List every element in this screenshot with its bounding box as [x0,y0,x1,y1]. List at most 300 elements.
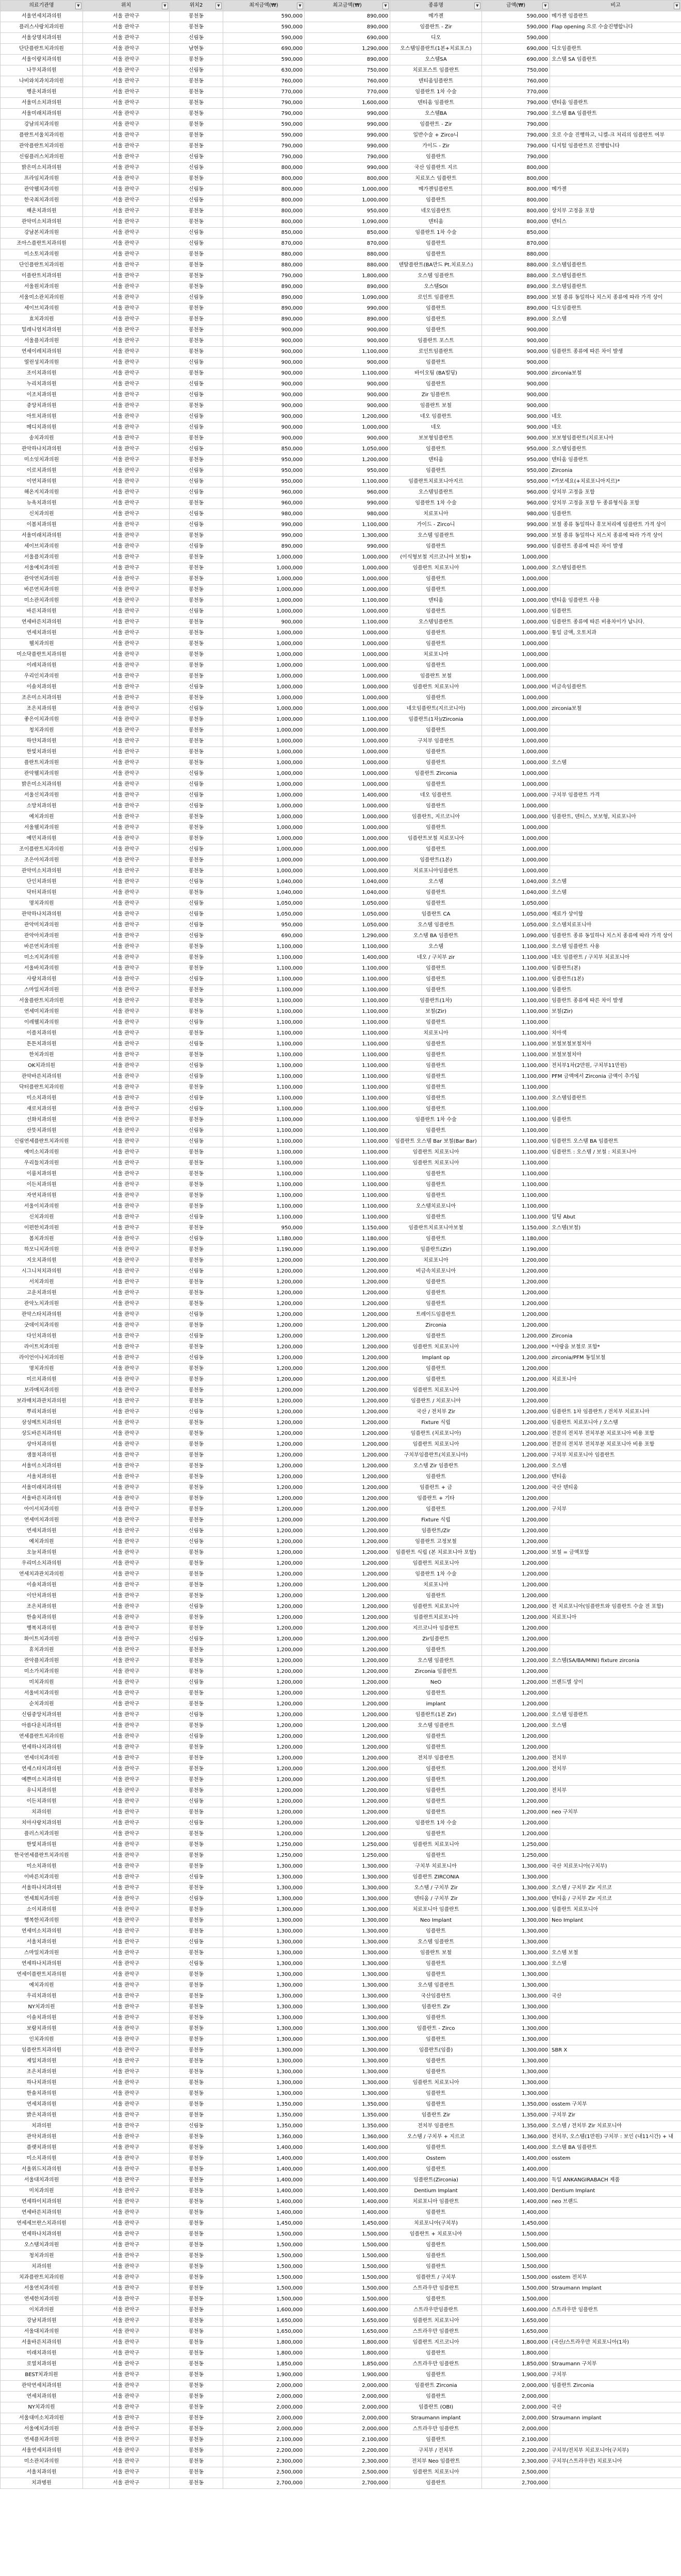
cell-max-price[interactable]: 900,000 [305,336,390,347]
cell-max-price[interactable]: 1,800,000 [305,271,390,282]
cell-price[interactable]: 1,300,000 [482,1883,550,1894]
cell-location[interactable]: 서울 관악구 [83,1677,170,1688]
cell-price[interactable]: 760,000 [482,76,550,87]
cell-max-price[interactable]: 1,100,000 [305,1137,390,1147]
cell-note[interactable]: 덴티움 임플란트 [550,455,681,466]
cell-max-price[interactable]: 1,000,000 [305,844,390,855]
cell-location[interactable]: 서울 관악구 [83,2056,170,2067]
cell-price[interactable]: 1,200,000 [482,1677,550,1688]
filter-dropdown-icon[interactable]: ▼ [383,3,389,9]
cell-note[interactable]: 네오 [550,422,681,433]
cell-note[interactable] [550,1851,681,1861]
cell-note[interactable] [550,1797,681,1807]
cell-min-price[interactable]: 1,200,000 [223,1548,305,1558]
cell-name[interactable]: 서울미래치과의원 [1,1483,83,1494]
cell-name[interactable]: 강남치과의원 [1,2316,83,2327]
cell-price[interactable]: 1,000,000 [482,563,550,574]
cell-note[interactable] [550,1818,681,1829]
cell-min-price[interactable]: 1,200,000 [223,1699,305,1710]
cell-max-price[interactable]: 1,000,000 [305,812,390,823]
cell-max-price[interactable]: 1,200,000 [305,1461,390,1472]
cell-district[interactable]: 신림동 [170,1818,223,1829]
cell-note[interactable] [550,1320,681,1331]
cell-district[interactable]: 봉천동 [170,1753,223,1764]
cell-type[interactable]: 임플란트 [390,1732,482,1742]
table-row[interactable] [1,44,681,55]
cell-price[interactable]: 1,200,000 [482,1450,550,1461]
cell-type[interactable]: 임플란트 [390,1018,482,1028]
cell-min-price[interactable]: 630,000 [223,65,305,76]
cell-price[interactable]: 1,180,000 [482,1234,550,1245]
cell-type[interactable]: 임플란트(1본) [390,855,482,866]
cell-name[interactable]: 우리미소치과의원 [1,1558,83,1569]
cell-min-price[interactable]: 950,000 [223,1223,305,1234]
cell-district[interactable]: 봉천동 [170,87,223,98]
cell-name[interactable]: 관악웰치과의원 [1,184,83,195]
cell-location[interactable]: 서울 관악구 [83,1450,170,1461]
cell-note[interactable]: 덴티움 임플란트 [550,98,681,109]
table-row[interactable] [1,1320,681,1331]
cell-price[interactable]: 1,600,000 [482,2305,550,2316]
table-row[interactable] [1,2305,681,2316]
cell-price[interactable]: 1,200,000 [482,1764,550,1775]
cell-max-price[interactable]: 890,000 [305,314,390,325]
cell-max-price[interactable]: 1,050,000 [305,899,390,909]
cell-name[interactable]: 서울예치과의원 [1,563,83,574]
cell-max-price[interactable]: 1,800,000 [305,2348,390,2359]
cell-type[interactable]: 임플란트 [390,1764,482,1775]
cell-name[interactable]: 이연치과의원 [1,477,83,487]
cell-note[interactable] [550,1277,681,1288]
cell-name[interactable]: 단인치과의원 [1,877,83,888]
cell-name[interactable]: 서울미소치과의원 [1,98,83,109]
table-row[interactable] [1,1548,681,1558]
cell-max-price[interactable]: 1,100,000 [305,520,390,531]
cell-location[interactable]: 서울 관악구 [83,1688,170,1699]
cell-note[interactable]: 임플란트 치료포니아 / 오스템 [550,1418,681,1429]
cell-min-price[interactable]: 690,000 [223,44,305,55]
cell-max-price[interactable]: 1,200,000 [305,1558,390,1569]
cell-name[interactable]: 관악노치과의원 [1,1299,83,1310]
cell-name[interactable]: 웰치과의원 [1,639,83,650]
cell-name[interactable]: 관악아치과의원 [1,931,83,942]
cell-location[interactable]: 서울 관악구 [83,1418,170,1429]
cell-max-price[interactable]: 1,200,000 [305,1710,390,1721]
cell-note[interactable]: 보보형임플란트(치료포니아 [550,433,681,444]
cell-district[interactable]: 봉천동 [170,2283,223,2294]
cell-max-price[interactable]: 1,200,000 [305,1786,390,1797]
cell-type[interactable]: 임플란트 지르코니아 [390,2337,482,2348]
cell-type[interactable]: 오스템치료포니아 [390,1201,482,1212]
cell-type[interactable]: 로인트임플란트 [390,347,482,358]
cell-name[interactable]: 한빛치과의원 [1,1840,83,1851]
cell-type[interactable]: 임플란트 [390,358,482,368]
cell-price[interactable]: 1,400,000 [482,2164,550,2175]
cell-name[interactable]: 예민치과의원 [1,834,83,844]
cell-type[interactable]: 네오 [390,422,482,433]
cell-note[interactable] [550,1288,681,1299]
cell-max-price[interactable]: 1,000,000 [305,693,390,704]
cell-name[interactable]: 조은치과의원 [1,704,83,715]
cell-district[interactable]: 봉천동 [170,1515,223,1526]
cell-price[interactable]: 1,000,000 [482,769,550,779]
cell-price[interactable]: 1,200,000 [482,1504,550,1515]
cell-price[interactable]: 1,200,000 [482,1580,550,1591]
cell-min-price[interactable]: 1,100,000 [223,1115,305,1126]
cell-location[interactable]: 서울 관악구 [83,498,170,509]
table-row[interactable] [1,2478,681,2489]
cell-note[interactable]: 보철 종류 동일하나 치스치 종류에 따라 가격 상이 [550,531,681,541]
cell-max-price[interactable]: 1,200,000 [305,1829,390,1840]
cell-type[interactable]: 오스템임플란트(1본+치료포스) [390,44,482,55]
cell-name[interactable]: 상도바른치과의원 [1,1429,83,1439]
cell-max-price[interactable]: 2,700,000 [305,2478,390,2489]
cell-note[interactable] [550,725,681,736]
cell-price[interactable]: 1,000,000 [482,790,550,801]
cell-name[interactable]: 치아사랑치과의원 [1,1818,83,1829]
cell-location[interactable]: 서울 관악구 [83,1916,170,1926]
cell-price[interactable]: 1,850,000 [482,2359,550,2370]
cell-note[interactable]: 임플란트 치료포니아 [550,1905,681,1916]
cell-price[interactable]: 960,000 [482,487,550,498]
cell-note[interactable]: Straumann 구치부 [550,2359,681,2370]
cell-note[interactable]: 보철 종류 동일하나 휴모처리에 임플란트 가격 상이 [550,520,681,531]
cell-max-price[interactable]: 1,300,000 [305,1948,390,1959]
cell-min-price[interactable]: 2,100,000 [223,2435,305,2446]
cell-location[interactable]: 서울 관악구 [83,2067,170,2078]
cell-price[interactable]: 850,000 [482,228,550,239]
cell-type[interactable]: 임플란트 치료포니아 [390,1602,482,1613]
cell-min-price[interactable]: 1,100,000 [223,1093,305,1104]
table-row[interactable] [1,1353,681,1364]
cell-district[interactable]: 신림동 [170,1061,223,1072]
cell-type[interactable]: 스트라우만 임플란트 [390,2424,482,2435]
cell-price[interactable]: 1,200,000 [482,1439,550,1450]
table-row[interactable] [1,1396,681,1407]
cell-max-price[interactable]: 1,400,000 [305,790,390,801]
cell-min-price[interactable]: 1,450,000 [223,2218,305,2229]
cell-price[interactable]: 880,000 [482,271,550,282]
cell-max-price[interactable]: 1,100,000 [305,1050,390,1061]
cell-min-price[interactable]: 950,000 [223,455,305,466]
cell-min-price[interactable]: 1,200,000 [223,1829,305,1840]
table-row[interactable] [1,1223,681,1234]
cell-location[interactable]: 서울 관악구 [83,509,170,520]
filter-dropdown-icon[interactable]: ▼ [674,3,680,9]
cell-location[interactable]: 서울 관악구 [83,2273,170,2283]
cell-type[interactable]: 임플란트 [390,2067,482,2078]
cell-name[interactable]: 서울대치과의원 [1,2175,83,2186]
cell-price[interactable]: 1,050,000 [482,899,550,909]
cell-location[interactable]: 서울 관악구 [83,2456,170,2467]
table-row[interactable] [1,2013,681,2024]
cell-name[interactable]: 한솔치과의원 [1,1613,83,1623]
cell-max-price[interactable]: 1,200,000 [305,1342,390,1353]
table-row[interactable] [1,2251,681,2262]
cell-note[interactable] [550,1180,681,1191]
cell-min-price[interactable]: 1,300,000 [223,1872,305,1883]
cell-note[interactable] [550,1926,681,1937]
cell-max-price[interactable]: 1,300,000 [305,1959,390,1970]
cell-max-price[interactable]: 1,200,000 [305,1364,390,1375]
cell-price[interactable]: 1,300,000 [482,2013,550,2024]
cell-note[interactable]: 브랜드별 상이 [550,1677,681,1688]
cell-name[interactable]: 휴치과의원 [1,1645,83,1656]
cell-max-price[interactable]: 1,000,000 [305,823,390,834]
cell-location[interactable]: 서울 관악구 [83,2110,170,2121]
cell-name[interactable]: 서울연세치과의원 [1,2446,83,2456]
cell-type[interactable]: 치료포니아 [390,509,482,520]
cell-type[interactable]: 임플란트 [390,899,482,909]
cell-district[interactable]: 봉천동 [170,120,223,130]
cell-location[interactable]: 서울 관악구 [83,1266,170,1277]
cell-min-price[interactable]: 1,200,000 [223,1569,305,1580]
cell-location[interactable]: 서울 관악구 [83,2218,170,2229]
cell-type[interactable]: 치료포니아 [390,1580,482,1591]
table-row[interactable] [1,1429,681,1439]
cell-name[interactable]: 관악스타치과의원 [1,1310,83,1320]
cell-district[interactable]: 신림동 [170,1872,223,1883]
cell-max-price[interactable]: 2,000,000 [305,2392,390,2402]
cell-type[interactable]: 스트라우만임플란트 [390,2305,482,2316]
cell-name[interactable]: 해온지치과의원 [1,487,83,498]
cell-min-price[interactable]: 1,100,000 [223,1039,305,1050]
cell-district[interactable]: 신림동 [170,487,223,498]
cell-max-price[interactable]: 900,000 [305,433,390,444]
cell-district[interactable]: 봉천동 [170,639,223,650]
cell-note[interactable]: 보철(Zir) [550,1007,681,1018]
cell-name[interactable]: 소망치과의원 [1,801,83,812]
cell-type[interactable]: 오스템BA [390,109,482,120]
cell-min-price[interactable]: 1,200,000 [223,1429,305,1439]
cell-price[interactable]: 1,350,000 [482,2110,550,2121]
cell-district[interactable]: 봉천동 [170,2002,223,2013]
cell-type[interactable]: 임플란트 - Zir [390,120,482,130]
cell-price[interactable]: 1,200,000 [482,1829,550,1840]
cell-price[interactable]: 1,250,000 [482,1840,550,1851]
cell-location[interactable]: 서울 관악구 [83,1764,170,1775]
table-row[interactable] [1,282,681,293]
cell-location[interactable]: 서울 관악구 [83,1905,170,1916]
cell-min-price[interactable]: 1,400,000 [223,2143,305,2154]
cell-min-price[interactable]: 1,200,000 [223,1602,305,1613]
cell-max-price[interactable]: 1,040,000 [305,888,390,899]
cell-min-price[interactable]: 1,000,000 [223,715,305,725]
table-row[interactable] [1,682,681,693]
cell-min-price[interactable]: 1,200,000 [223,1310,305,1320]
cell-price[interactable]: 1,100,000 [482,1126,550,1137]
cell-type[interactable]: 임플란트 [390,1104,482,1115]
cell-max-price[interactable]: 1,000,000 [305,574,390,585]
cell-type[interactable]: 임플란트(1차) [390,996,482,1007]
cell-district[interactable]: 봉천동 [170,2164,223,2175]
cell-min-price[interactable]: 590,000 [223,120,305,130]
header-cell-location[interactable]: 위치 ▼ [83,1,170,11]
cell-max-price[interactable]: 1,900,000 [305,2370,390,2381]
cell-district[interactable]: 봉천동 [170,963,223,974]
cell-price[interactable]: 1,300,000 [482,2056,550,2067]
table-row[interactable] [1,2381,681,2392]
table-row[interactable] [1,1115,681,1126]
cell-name[interactable]: 관악플란트치과의원 [1,141,83,152]
cell-max-price[interactable]: 890,000 [305,55,390,65]
cell-district[interactable]: 봉천동 [170,401,223,412]
cell-type[interactable]: 임플란트치료포니아지르 [390,477,482,487]
cell-district[interactable]: 봉천동 [170,1504,223,1515]
cell-location[interactable]: 서울 관악구 [83,1093,170,1104]
table-row[interactable] [1,769,681,779]
table-row[interactable] [1,963,681,974]
cell-location[interactable]: 서울 관악구 [83,2283,170,2294]
cell-price[interactable]: 1,100,000 [482,996,550,1007]
cell-name[interactable]: 이솔치과의원 [1,1580,83,1591]
cell-min-price[interactable]: 1,300,000 [223,1894,305,1905]
cell-max-price[interactable]: 1,300,000 [305,2067,390,2078]
table-row[interactable] [1,1591,681,1602]
cell-type[interactable]: 치료포니아임플란트 [390,866,482,877]
cell-name[interactable]: 치과병원 [1,2478,83,2489]
cell-name[interactable]: 닥터플란트치과의원 [1,1082,83,1093]
cell-note[interactable] [550,823,681,834]
table-row[interactable] [1,1137,681,1147]
cell-district[interactable]: 봉천동 [170,823,223,834]
cell-min-price[interactable]: 1,000,000 [223,736,305,747]
cell-note[interactable] [550,1537,681,1548]
table-row[interactable] [1,736,681,747]
cell-price[interactable]: 900,000 [482,433,550,444]
cell-district[interactable]: 신림동 [170,1353,223,1364]
cell-note[interactable]: 구치부(스트라우만) 치료포니아 [550,2456,681,2467]
cell-min-price[interactable]: 1,200,000 [223,1396,305,1407]
cell-district[interactable]: 봉천동 [170,2035,223,2045]
cell-max-price[interactable]: 990,000 [305,163,390,174]
table-row[interactable] [1,931,681,942]
cell-note[interactable]: 스트라우만 임플란트 [550,2305,681,2316]
cell-type[interactable]: 임플란트 [390,1180,482,1191]
cell-location[interactable]: 서울 관악구 [83,942,170,953]
cell-note[interactable] [550,855,681,866]
cell-note[interactable]: 전치부1차(2만원, 구치부11만원) [550,1061,681,1072]
table-row[interactable] [1,1623,681,1634]
cell-price[interactable]: 1,000,000 [482,628,550,639]
cell-max-price[interactable]: 1,100,000 [305,1104,390,1115]
cell-location[interactable]: 서울 관악구 [83,2381,170,2392]
cell-price[interactable]: 1,300,000 [482,1861,550,1872]
cell-location[interactable]: 서울 관악구 [83,444,170,455]
table-row[interactable] [1,1515,681,1526]
cell-min-price[interactable]: 1,200,000 [223,1483,305,1494]
cell-price[interactable]: 1,500,000 [482,2273,550,2283]
cell-district[interactable]: 봉천동 [170,271,223,282]
cell-min-price[interactable]: 800,000 [223,174,305,184]
cell-location[interactable]: 서울 관악구 [83,2348,170,2359]
cell-name[interactable]: 바른치과의원 [1,606,83,617]
cell-type[interactable]: 임플란트 [390,1050,482,1061]
cell-price[interactable]: 1,500,000 [482,2240,550,2251]
cell-max-price[interactable]: 960,000 [305,487,390,498]
table-row[interactable] [1,574,681,585]
cell-min-price[interactable]: 900,000 [223,433,305,444]
table-row[interactable] [1,120,681,130]
cell-price[interactable]: 690,000 [482,44,550,55]
cell-location[interactable]: 서울 관악구 [83,1959,170,1970]
cell-district[interactable]: 신림동 [170,1234,223,1245]
table-row[interactable] [1,855,681,866]
cell-price[interactable]: 1,400,000 [482,2143,550,2154]
cell-type[interactable]: Fixture 식립 [390,1515,482,1526]
cell-type[interactable]: 임플란트(Zirconia) [390,2175,482,2186]
cell-type[interactable]: 임플란트 [390,1093,482,1104]
table-row[interactable] [1,1688,681,1699]
table-row[interactable] [1,1883,681,1894]
cell-price[interactable]: 1,300,000 [482,2045,550,2056]
cell-type[interactable]: 임플란트 [390,239,482,249]
cell-note[interactable] [550,1201,681,1212]
table-row[interactable] [1,228,681,239]
table-row[interactable] [1,953,681,963]
cell-type[interactable]: 임플란트 치료포니아 [390,1158,482,1169]
cell-min-price[interactable]: 1,000,000 [223,552,305,563]
cell-location[interactable]: 서울 관악구 [83,2089,170,2099]
cell-location[interactable]: 서울 관악구 [83,1558,170,1569]
cell-location[interactable]: 서울 관악구 [83,282,170,293]
cell-name[interactable]: 서울바른치과의원 [1,1494,83,1504]
cell-max-price[interactable]: 1,200,000 [305,1483,390,1494]
cell-note[interactable]: Flap opening 으로 수술진행합니다 [550,22,681,33]
cell-name[interactable]: 한국연세플란트치과의원 [1,1851,83,1861]
cell-district[interactable]: 봉천동 [170,942,223,953]
cell-min-price[interactable]: 1,100,000 [223,1212,305,1223]
cell-price[interactable]: 1,200,000 [482,1569,550,1580]
cell-district[interactable]: 신림동 [170,1126,223,1137]
cell-district[interactable]: 봉천동 [170,1645,223,1656]
cell-note[interactable] [550,2002,681,2013]
table-row[interactable] [1,368,681,379]
cell-price[interactable]: 1,200,000 [482,1320,550,1331]
cell-price[interactable]: 1,100,000 [482,974,550,985]
cell-name[interactable]: 효치과의원 [1,314,83,325]
table-row[interactable] [1,628,681,639]
cell-name[interactable]: 서울예치과의원 [1,2424,83,2435]
cell-min-price[interactable]: 1,000,000 [223,834,305,844]
cell-district[interactable]: 봉천동 [170,2305,223,2316]
cell-price[interactable]: 1,100,000 [482,985,550,996]
cell-price[interactable]: 1,100,000 [482,1201,550,1212]
table-row[interactable] [1,1191,681,1201]
cell-price[interactable]: 880,000 [482,249,550,260]
cell-name[interactable]: OK치과의원 [1,1061,83,1072]
table-row[interactable] [1,1169,681,1180]
cell-min-price[interactable]: 1,350,000 [223,2099,305,2110]
cell-price[interactable]: 1,000,000 [482,844,550,855]
cell-max-price[interactable]: 1,200,000 [305,1256,390,1266]
cell-max-price[interactable]: 1,300,000 [305,1872,390,1883]
table-row[interactable] [1,195,681,206]
cell-name[interactable]: 밝은미소치과의원 [1,163,83,174]
cell-district[interactable]: 봉천동 [170,2197,223,2208]
cell-note[interactable]: 오스템 보철 [550,1948,681,1959]
cell-location[interactable]: 서울 관악구 [83,1602,170,1613]
cell-min-price[interactable]: 790,000 [223,141,305,152]
table-row[interactable] [1,1450,681,1461]
cell-price[interactable]: 1,100,000 [482,1212,550,1223]
cell-district[interactable]: 봉천동 [170,1277,223,1288]
cell-price[interactable]: 1,300,000 [482,2024,550,2035]
cell-district[interactable]: 봉천동 [170,1385,223,1396]
cell-type[interactable]: 임플란트 [390,1645,482,1656]
cell-min-price[interactable]: 850,000 [223,228,305,239]
cell-location[interactable]: 서울 관악구 [83,736,170,747]
